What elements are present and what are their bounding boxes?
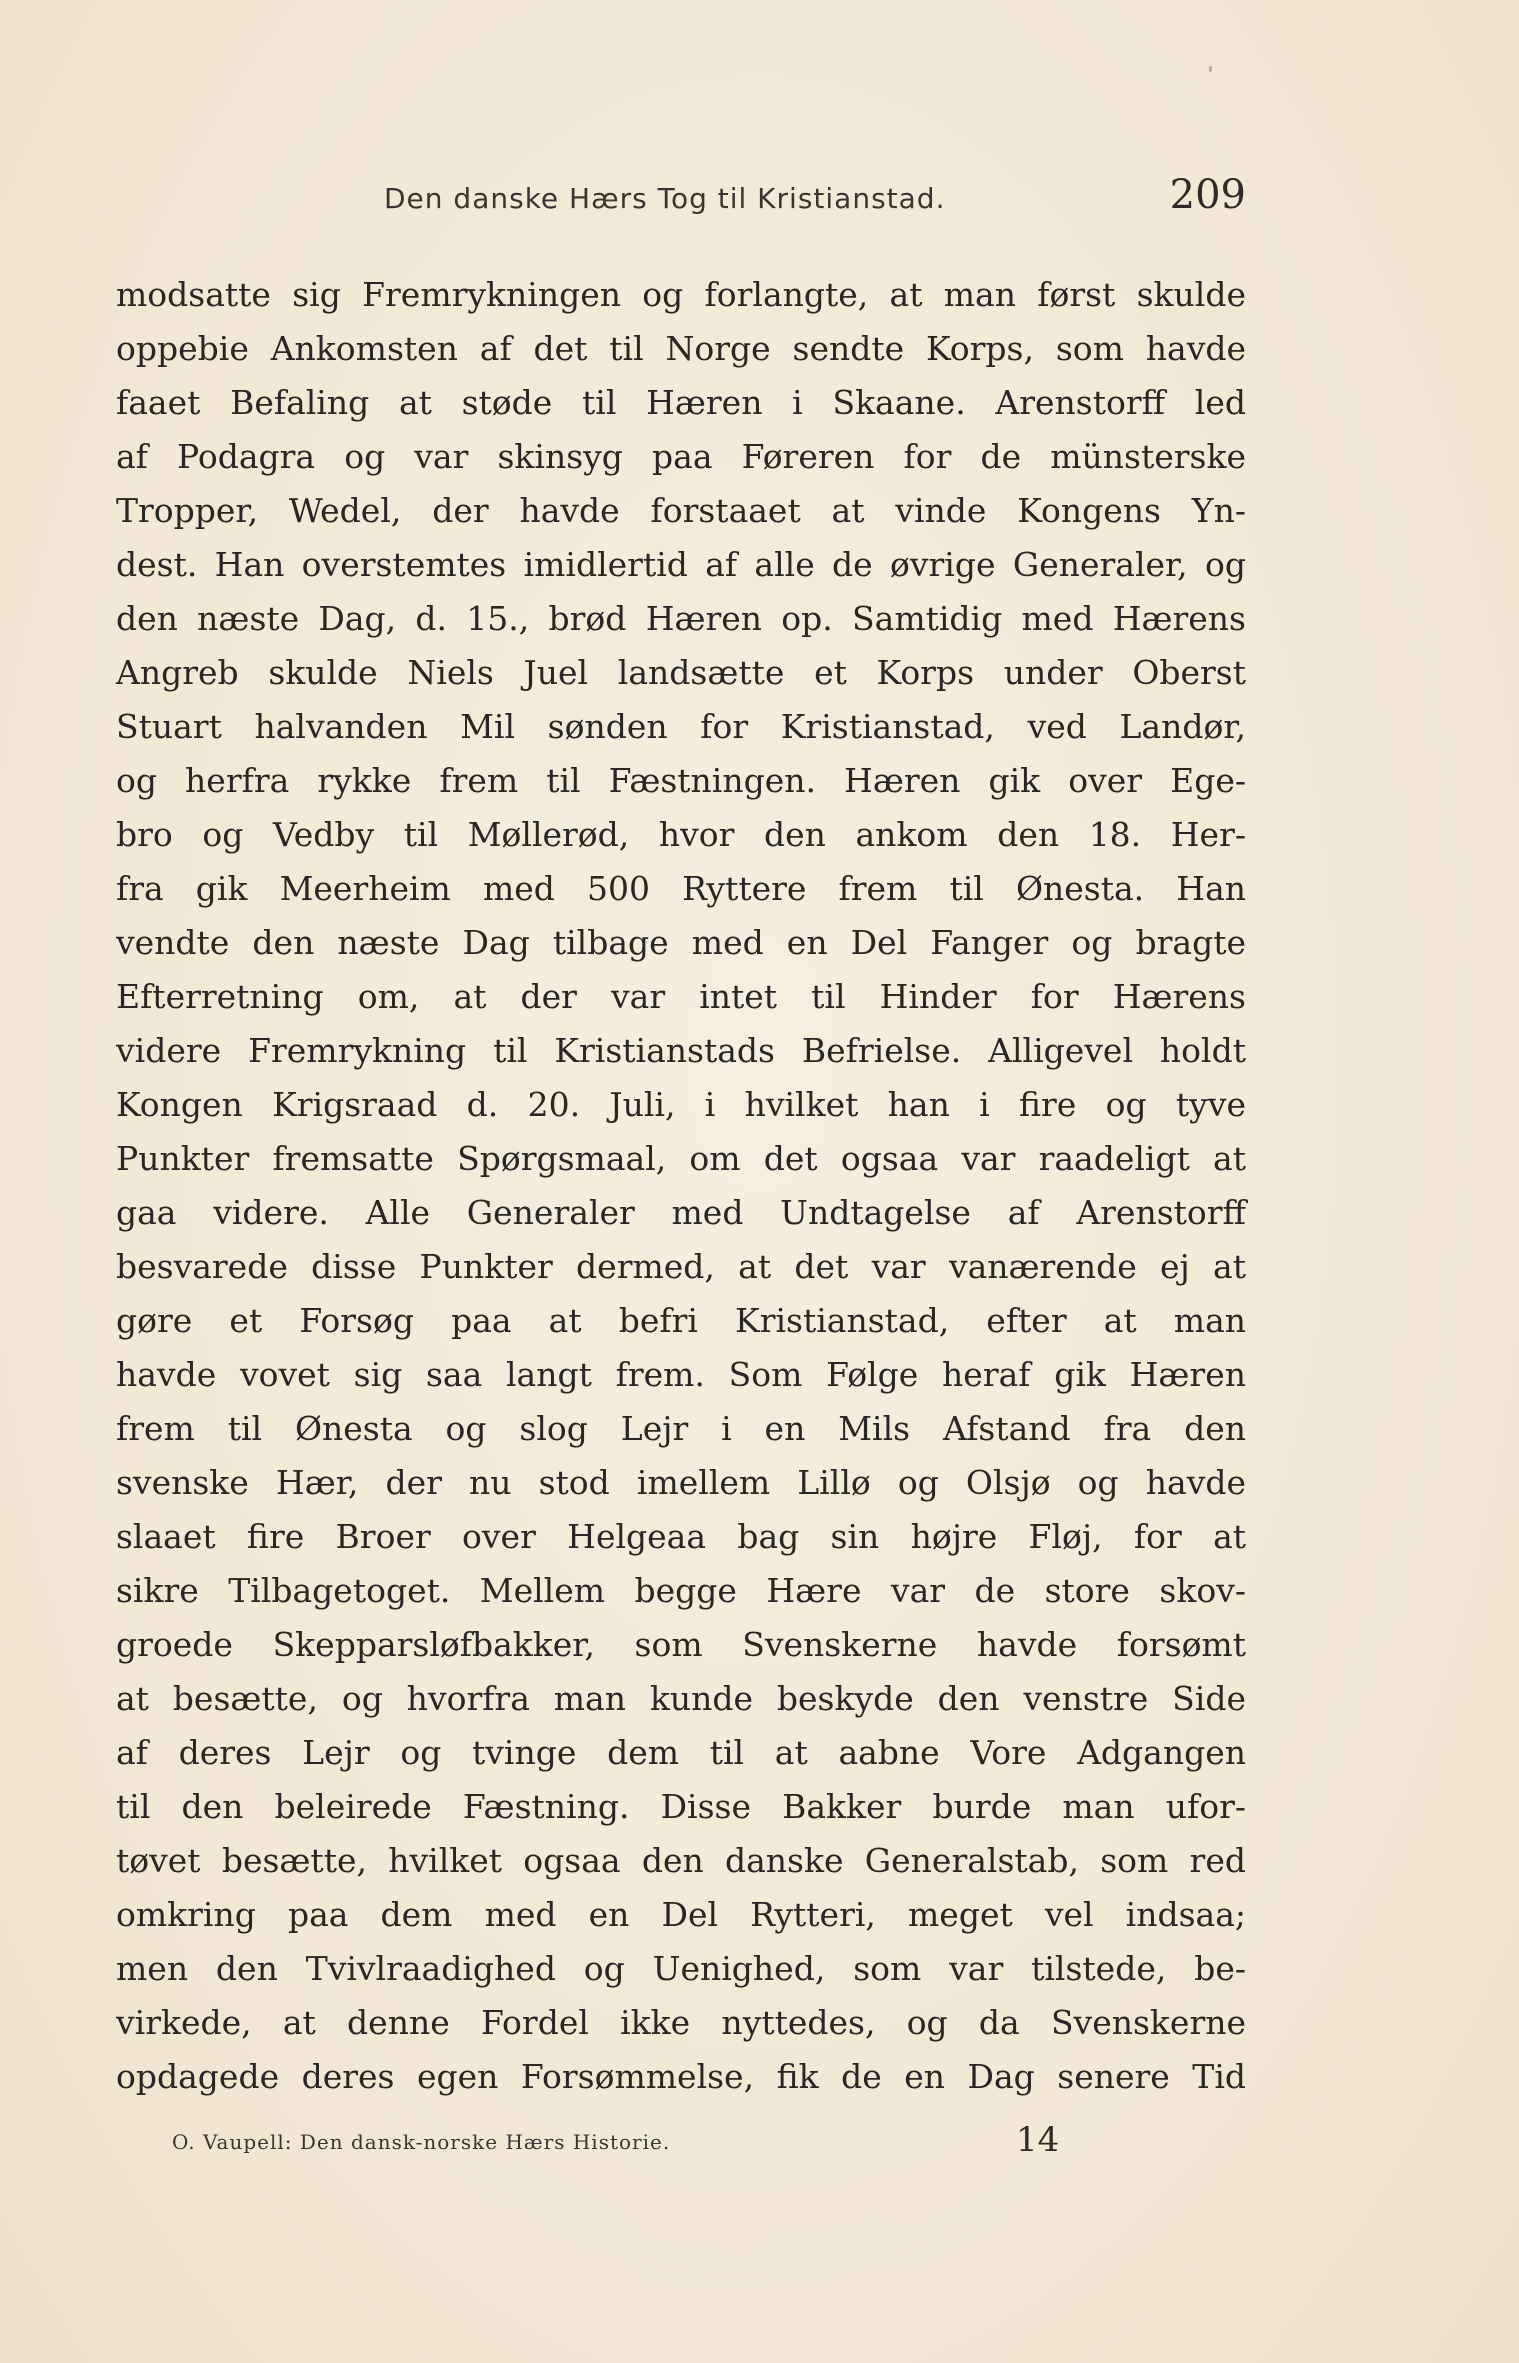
text-line: slaaet fire Broer over Helgeaa bag sin højre Fløj, for at [116, 1517, 1246, 1556]
text-line: sikre Tilbagetoget. Mellem begge Hære var de store skov- [116, 1571, 1246, 1610]
page-number: 209 [1169, 172, 1246, 218]
text-line: og herfra rykke frem til Fæstningen. Hæren gik over Ege- [116, 761, 1246, 800]
text-line: oppebie Ankomsten af det til Norge sendte Korps, som havde [116, 329, 1246, 368]
text-line: af deres Lejr og tvinge dem til at aabne Vore Adgangen [116, 1733, 1246, 1772]
text-line: tøvet besætte, hvilket ogsaa den danske Generalstab, som red [116, 1841, 1246, 1880]
text-line: groede Skepparsløfbakker, som Svenskerne havde forsømt [116, 1625, 1246, 1664]
page-header [116, 172, 1246, 232]
text-line: videre Fremrykning til Kristianstads Befrielse. Alligevel holdt [116, 1031, 1246, 1070]
footnote: O. Vaupell: Den dansk-norske Hærs Historie. [172, 2130, 671, 2154]
signature-mark: 14 [1016, 2120, 1060, 2160]
text-line: at besætte, og hvorfra man kunde beskyde den venstre Side [116, 1679, 1246, 1718]
text-line: dest. Han overstemtes imidlertid af alle de øvrige Generaler, og [116, 545, 1246, 584]
text-line: virkede, at denne Fordel ikke nyttedes, og da Svenskerne [116, 2003, 1246, 2042]
text-line: svenske Hær, der nu stod imellem Lillø og Olsjø og havde [116, 1463, 1246, 1502]
text-line: havde vovet sig saa langt frem. Som Følge heraf gik Hæren [116, 1355, 1246, 1394]
text-line: den næste Dag, d. 15., brød Hæren op. Samtidig med Hærens [116, 599, 1246, 638]
text-line: gøre et Forsøg paa at befri Kristianstad, efter at man [116, 1301, 1246, 1340]
text-line: vendte den næste Dag tilbage med en Del Fanger og bragte [116, 923, 1246, 962]
text-line: men den Tvivlraadighed og Uenighed, som var tilstede, be- [116, 1949, 1246, 1988]
paper-speck [1209, 66, 1212, 72]
text-line: omkring paa dem med en Del Rytteri, meget vel indsaa; [116, 1895, 1246, 1934]
text-line: til den beleirede Fæstning. Disse Bakker burde man ufor- [116, 1787, 1246, 1826]
text-line: modsatte sig Fremrykningen og forlangte, at man først skulde [116, 275, 1246, 314]
text-line: gaa videre. Alle Generaler med Undtagelse af Arenstorff [116, 1193, 1246, 1232]
text-line: af Podagra og var skinsyg paa Føreren for de münsterske [116, 437, 1246, 476]
text-line: Tropper, Wedel, der havde forstaaet at vinde Kongens Yn- [116, 491, 1246, 530]
text-line: opdagede deres egen Forsømmelse, fik de en Dag senere Tid [116, 2057, 1246, 2096]
text-line: frem til Ønesta og slog Lejr i en Mils Afstand fra den [116, 1409, 1246, 1448]
text-line: Kongen Krigsraad d. 20. Juli, i hvilket han i fire og tyve [116, 1085, 1246, 1124]
page-footer [116, 2118, 1246, 2168]
running-head: Den danske Hærs Tog til Kristianstad. [384, 182, 946, 215]
text-line: bro og Vedby til Møllerød, hvor den ankom den 18. Her- [116, 815, 1246, 854]
text-line: Punkter fremsatte Spørgsmaal, om det ogsaa var raadeligt at [116, 1139, 1246, 1178]
text-line: Angreb skulde Niels Juel landsætte et Korps under Oberst [116, 653, 1246, 692]
text-line: faaet Befaling at støde til Hæren i Skaane. Arenstorff led [116, 383, 1246, 422]
text-line: Efterretning om, at der var intet til Hinder for Hærens [116, 977, 1246, 1016]
body-text [116, 268, 1246, 2104]
text-line: Stuart halvanden Mil sønden for Kristianstad, ved Landør, [116, 707, 1246, 746]
text-line: fra gik Meerheim med 500 Ryttere frem til Ønesta. Han [116, 869, 1246, 908]
text-line: besvarede disse Punkter dermed, at det var vanærende ej at [116, 1247, 1246, 1286]
